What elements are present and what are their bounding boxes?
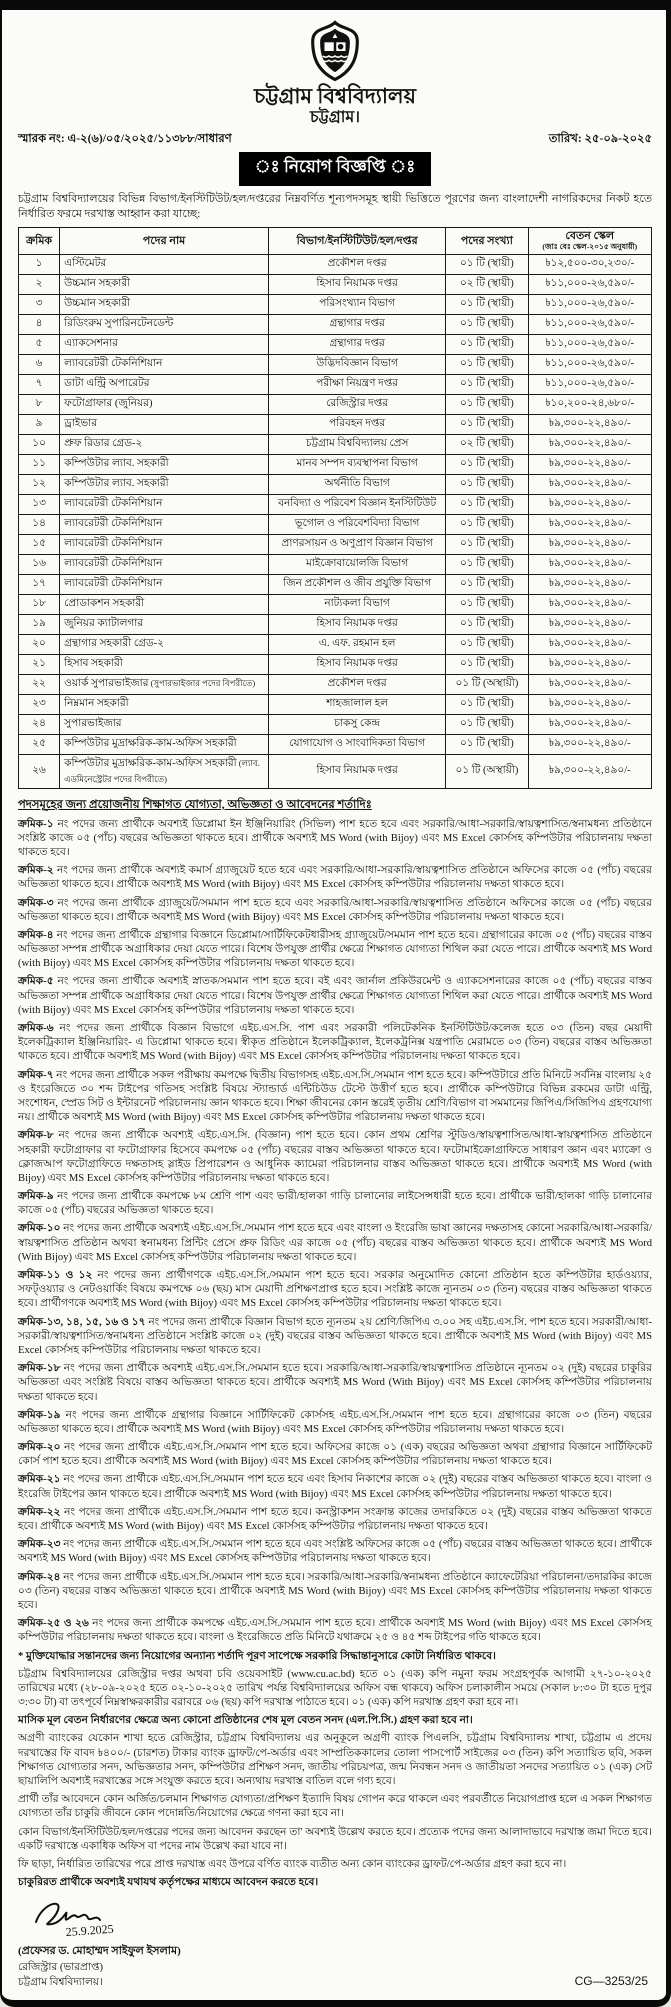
cell-department: প্রাণরসায়ন ও অণুপ্রাণ বিজ্ঞান বিভাগ: [269, 534, 446, 554]
requirement-item: ক্রমিক-৪ নং পদের জন্য প্রার্থীকে গ্রন্থাগার বিজ্ঞানে ডিপ্লোমা/সার্টিফিকেটধারীসহ গ্র্যাজুয়েট/সমমান পাশ হতে হবে। গ্রন্থাগারের কাজে ০৫ (পাঁচ) বছরের বাস্তব অভিজ্ঞতা সম্পন্ন প্রার্থীকে অগ্রাধিকার দেয়া যেতে পারে। বিশেষ উপযুক্ত প্রার্থীর ক্ষেত্রে শিক্ষাগত যোগ্যতা শিথিল করা যেতে পারে। প্রার্থীকে অবশ্যই MS Word (with Bijoy) এবং MS Excel কোর্সসহ কম্পিউটার পরিচালনায় দক্ষতা থাকতে হবে।: [18, 929, 652, 970]
cell-scale: ৳৯,৩০০-২২,৪৯০/-: [528, 634, 651, 654]
cell-position: [60, 314, 269, 334]
note-paragraph: * মুক্তিযোদ্ধার সন্তানদের জন্য নিয়োগের অন্যান্য শর্তাদি পূরণ সাপেক্ষে সরকারি সিদ্ধান্তানুসারে কোটা নির্ধারিত থাকবে।: [18, 1650, 496, 1662]
cell-serial: ৬: [19, 354, 60, 374]
cell-count: ০১ টি (স্থায়ী): [446, 294, 528, 314]
note-paragraph: চাকুরিরত প্রার্থীকে অবশ্যই যথাযথ কর্তৃপক্ষের মাধ্যমে আবেদন করতে হবে।: [18, 1877, 319, 1889]
position-name: ল্যাবরেটরী টেকনিশিয়ান: [64, 357, 163, 369]
table-row: [19, 554, 652, 574]
cell-department: হিসাব নিয়ামক দপ্তর: [269, 654, 446, 674]
university-name: চট্টগ্রাম বিশ্ববিদ্যালয়: [254, 84, 416, 108]
cell-position: [60, 674, 269, 694]
requirement-item: ক্রমিক-২২ নং পদের জন্য প্রার্থীকে এইচ.এস.সি./সমমান পাশ হতে হবে। কনস্ট্রাকশন সংক্রান্ত কাজের তদারকিতে ০২ (দুই) বছরের বাস্তব অভিজ্ঞতা থাকতে হবে। প্রার্থীকে অবশ্যই MS Word (with Bijoy) এবং MS Excel কোর্সসহ কম্পিউটার পরিচালনায় দক্ষতা থাকতে হবে।: [18, 1506, 652, 1533]
cell-position: [60, 254, 269, 274]
cell-serial: ১৪: [19, 514, 60, 534]
position-name: ওয়ার্ক সুপারভাইজার: [64, 677, 149, 689]
requirement-item: ক্রমিক-১৩, ১৪, ১৫, ১৬ ও ১৭ নং পদের জন্য প্রার্থীকে বিজ্ঞান বিভাগ হতে ন্যূনতম ২য় শ্রেণি/জিপিএ ৩.০০ সহ এইচ.এস.সি. পাশ হতে হবে। সরকারী/আধা-সরকারী/স্বায়ত্বশাসিত/স্বনামধন্য প্রতিষ্ঠানে সংশ্লিষ্ট কাজে ০২ (দুই) বছরের বাস্তব অভিজ্ঞতা থাকতে হবে। প্রার্থীকে অবশ্যই MS Word (with Bijoy) এবং MS Excel কোর্সসহ কম্পিউটার পরিচালনায় দক্ষতা থাকতে হবে।: [18, 1316, 652, 1356]
cell-serial: ২৬: [19, 754, 60, 788]
cell-department: জিন প্রকৌশল ও জীব প্রযুক্তি বিভাগ: [269, 574, 446, 594]
cell-department: হিসাব নিয়ামক দপ্তর: [269, 754, 446, 788]
position-name: এ্যাকসেশনার: [64, 337, 119, 349]
cell-serial: ১৬: [19, 554, 60, 574]
requirement-lead: ক্রমিক-২৫ ও ২৬: [18, 1618, 89, 1630]
position-name: উচ্চমান সহকারী: [64, 277, 131, 289]
position-name: সুপারভাইজার: [64, 717, 122, 729]
table-row: [19, 494, 652, 514]
position-name: ফটোগ্রাফার (জুনিয়র): [64, 397, 153, 409]
requirement-item: ক্রমিক-২০ নং পদের জন্য প্রার্থীকে এইচ.এস.সি./সমমান পাশ হতে হবে। অফিসের কাজে ০১ (এক) বছরের অভিজ্ঞতা অথবা গ্রন্থাগার বিজ্ঞানে সার্টিফিকেট কোর্স পাশ হতে হবে। প্রার্থীকে অবশ্যই MS Word (with Bijoy) এবং MS Excel কোর্সসহ কম্পিউটার পরিচালনায় দক্ষতা থাকতে হবে।: [18, 1442, 652, 1468]
cell-scale: ৳৯,৩০০-২২,৪৯০/-: [528, 694, 651, 714]
cell-count: ০১ টি (স্থায়ী): [446, 414, 528, 434]
requirement-lead: ক্রমিক-২৩: [18, 1539, 61, 1551]
cell-serial: ২০: [19, 634, 60, 654]
position-name: ল্যাবরেটরী টেকনিশিয়ান: [64, 577, 163, 589]
position-name: প্রোডাকশন সহকারী: [64, 597, 145, 609]
cell-position: [60, 574, 269, 594]
memo-date: তারিখ: ২৫-০৯-২০২৫: [548, 132, 652, 145]
cell-count: ০১ টি (স্থায়ী): [446, 474, 528, 494]
position-name: জুনিয়র ক্যাটালগার: [64, 617, 144, 629]
cell-department: পরিসংখ্যান বিভাগ: [269, 294, 446, 314]
col-position: পদের নাম: [60, 228, 269, 254]
cell-serial: ৮: [19, 394, 60, 414]
note-paragraph: চট্টগ্রাম বিশ্ববিদ্যালয়ের রেজিস্ট্রার দপ্তর অথবা চবি ওয়েবসাইট (www.cu.ac.bd) হতে ০১ (এক) কপি নমুনা ফরম সংগ্রহপূর্বক আগামী ২৭-১০-২০২৫ তারিখের মধ্যে (২৮-০৯-২০২৫ হতে ০২-১০-২০২৫ তারিখ পর্যন্ত বিশ্ববিদ্যালয়ের অফিস বন্ধ থাকবে) অফিস চলাকালীন সময়ে (সকাল ৮:৩০ টা হতে দুপুর ৩:৩০ টা) বা তৎপূর্বে নিম্নস্বাক্ষরকারীর বরাবরে ০৬ (ছয়) কপি দরখাস্ত পাঠাতে হবে। ০১ (এক) কপি দরখাস্ত গ্রহণ করা হবে না।: [18, 1668, 652, 1709]
requirements-list: [18, 818, 652, 1646]
requirement-item: ক্রমিক-৬ নং পদের জন্য প্রার্থীকে বিজ্ঞান বিভাগে এইচ.এস.সি. পাশ এবং সরকারী পলিটেকনিক ইনস্টিটিউট/কলেজ হতে ০৩ (তিন) বছর মেয়াদী ইলেকট্রিক্যাল ইঞ্জিনিয়ারিং- এ ডিপ্লোমা থাকতে হবে। স্বীকৃত প্রতিষ্ঠানে ইলেকট্রিক্যাল, ইলেকট্রনিক্স যন্ত্রপাতি মেরামতে ০৩ (তিন) বছরের বাস্তব অভিজ্ঞতা থাকতে হবে। প্রার্থীকে অবশ্যই MS Word (with Bijoy) এবং MS Excel কোর্সসহ কম্পিউটার পরিচালনায় দক্ষতা থাকতে হবে।: [18, 1023, 652, 1063]
cell-department: চাকসু কেন্দ্র: [269, 714, 446, 734]
cell-scale: ৳৯,৩০০-২২,৪৯০/-: [528, 714, 651, 734]
requirement-item: ক্রমিক-১৮ নং পদের জন্য প্রার্থীকে অবশ্যই এইচ.এস.সি./সমমান হতে হবে। সরকারি/আধা-সরকারি/স্বায়ত্বশাসিত প্রতিষ্ঠানে ন্যূনতম ০২ (দুই) বছরের চাকুরির অভিজ্ঞতা এবং সংশ্লিষ্ট বিষয়ে বাস্তব অভিজ্ঞতা থাকতে হবে। প্রার্থীকে অবশ্যই MS Word (With Bijoy) এবং MS Excel কোর্সসহ কম্পিউটার পরিচালনায় দক্ষতা থাকতে হবে।: [18, 1363, 652, 1403]
requirement-item: ক্রমিক-৯ নং পদের জন্য প্রার্থীকে কমপক্ষে ৮ম শ্রেণি পাশ এবং ভারী/হালকা গাড়ি চালানোর লাইসেন্সধারী হতে হবে। প্রার্থীকে ভারী/হালকা গাড়ি চালানোর কাজে ০৫ (পাঁচ) বছরের অভিজ্ঞতা থাকতে হবে।: [18, 1191, 652, 1217]
cell-serial: ২৩: [19, 694, 60, 714]
table-row: [19, 394, 652, 414]
cell-scale: ৳৯,৩০০-২২,৪৯০/-: [528, 654, 651, 674]
position-note: (সুপারভাইজার পদের বিপরীতে): [148, 677, 256, 688]
requirement-lead: ক্রমিক-৭: [18, 1069, 54, 1081]
requirement-item: ক্রমিক-১ নং পদের জন্য প্রার্থীকে অবশ্যই ডিপ্লোমা ইন ইঞ্জিনিয়ারিং (সিভিল) পাশ হতে হবে এবং সরকারি/আধা-সরকারি/স্বায়ত্বশাসিত/স্বনামধন্য প্রতিষ্ঠানে সংশ্লিষ্ট কাজে ০৫ (পাঁচ) বছরের অভিজ্ঞতা থাকতে হবে। প্রার্থীকে অবশ্যই MS Word (with Bijoy) এবং MS Excel কোর্সসহ কম্পিউটার পরিচালনায় দক্ষতা থাকতে হবে।: [18, 818, 652, 858]
position-name: ল্যাবরেটরী টেকনিশিয়ান: [64, 557, 163, 569]
cell-scale: ৳১১,০০০-২৬,৫৯০/-: [528, 334, 651, 354]
cell-position: [60, 634, 269, 654]
cell-count: ০১ টি (স্থায়ী): [446, 694, 528, 714]
position-name: ল্যাবরেটরী টেকনিশিয়ান: [64, 517, 163, 529]
cell-serial: ৪: [19, 314, 60, 334]
requirement-lead: ক্রমিক-৬: [18, 1023, 54, 1035]
position-name: প্রুফ রিডার গ্রেড-২: [64, 437, 143, 449]
cell-department: প্রকৌশল দপ্তর: [269, 254, 446, 274]
position-name: কম্পিউটার ল্যাব. সহকারী: [64, 457, 169, 469]
cell-position: [60, 374, 269, 394]
circular-title: ঃ নিয়োগ বিজ্ঞপ্তি ঃ: [239, 152, 432, 186]
cell-position: [60, 494, 269, 514]
cell-scale: ৳১১,০০০-২৬,৫৯০/-: [528, 354, 651, 374]
table-row: [19, 694, 652, 714]
cell-count: ০১ টি (স্থায়ী): [446, 734, 528, 754]
col-scale-label: বেতন স্কেল: [565, 230, 615, 243]
cell-serial: ১: [19, 254, 60, 274]
cell-count: ০১ টি (স্থায়ী): [446, 394, 528, 414]
note-paragraph: ফি ছাড়া, নির্ধারিত তারিখের পরে প্রাপ্ত দরখাস্ত এবং উপরে বর্ণিত ব্যাংক ব্যতীত অন্য কোন ব্যাংকের ড্রাফট/পে-অর্ডার গ্রহণ করা হবে না।: [18, 1858, 567, 1870]
cell-scale: ৳৯,৩০০-২২,৪৯০/-: [528, 514, 651, 534]
requirement-lead: ক্রমিক-৪: [18, 929, 54, 941]
pay-scale-note: (জাঃ বেঃ স্কেল-২০১৫ অনুযায়ী): [542, 241, 638, 251]
cell-serial: ১১: [19, 454, 60, 474]
cell-department: গ্রন্থাগার দপ্তর: [269, 334, 446, 354]
cell-serial: ৭: [19, 374, 60, 394]
requirement-lead: ক্রমিক-৩: [18, 897, 54, 909]
cell-position: [60, 274, 269, 294]
position-name: ল্যাবরেটরী টেকনিশিয়ান: [64, 497, 163, 509]
position-name: ল্যাবরেটরী টেকনিশিয়ান: [64, 537, 163, 549]
cell-count: ০১ টি (স্থায়ী): [446, 554, 528, 574]
cell-scale: ৳১১,০০০-২৬,৫৯০/-: [528, 314, 651, 334]
cell-scale: ৳৯,৩০০-২২,৪৯০/-: [528, 594, 651, 614]
table-row: [19, 294, 652, 314]
table-row: [19, 454, 652, 474]
cell-count: ০২ টি (স্থায়ী): [446, 274, 528, 294]
table-row: [19, 434, 652, 454]
positions-table-body: [19, 254, 652, 788]
table-row: [19, 674, 652, 694]
requirement-lead: ক্রমিক-১১ ও ১২: [18, 1270, 93, 1282]
position-name: ড্রাইভার: [64, 417, 97, 429]
cell-position: [60, 474, 269, 494]
cell-department: রেজিস্ট্রার দপ্তর: [269, 394, 446, 414]
table-row: [19, 534, 652, 554]
cell-count: ০১ টি (স্থায়ী): [446, 634, 528, 654]
cell-scale: ৳৯,৩০০-২২,৪৯০/-: [528, 574, 651, 594]
requirement-item: ক্রমিক-১০ নং পদের জন্য প্রার্থীকে অবশ্যই এইচ.এস.সি./সমমান পাশ হতে হবে এবং বাংলা ও ইংরেজি ভাষা জ্ঞানের দক্ষতাসহ কোনো সরকারি/আধা-সরকারি/স্বায়ত্বশাসিত প্রতিষ্ঠান অথবা স্বনামধন্য প্রিন্টিং প্রেসে প্রুফ রিডিং এর কাজে ০৫ (পাঁচ) বছরের বাস্তব অভিজ্ঞতা থাকতে হবে। প্রার্থীকে অবশ্যই MS Word (With Bijoy) এবং MS Excel কোর্সসহ কম্পিউটার পরিচালনায় দক্ষতা থাকতে হবে।: [18, 1223, 652, 1263]
cell-serial: ২: [19, 274, 60, 294]
requirement-lead: ক্রমিক-২১: [18, 1474, 61, 1486]
cell-position: [60, 614, 269, 634]
table-row: [19, 254, 652, 274]
cell-count: ০১ টি (অস্থায়ী): [446, 754, 528, 788]
table-row: [19, 514, 652, 534]
position-name: কম্পিউটার ল্যাব. সহকারী: [64, 477, 169, 489]
position-name: নিম্নমান সহকারী: [64, 697, 129, 709]
cell-department: পরীক্ষা নিয়ন্ত্রণ দপ্তর: [269, 374, 446, 394]
table-row: [19, 734, 652, 754]
col-serial: ক্রমিক: [19, 228, 60, 254]
cell-scale: ৳১২,৫০০-৩০,২৩০/-: [528, 254, 651, 274]
position-note: (ল্যাব. এডমিনেস্ট্রেটর পদের বিপরীতে): [64, 757, 260, 784]
cell-scale: ৳১১,০০০-২৬,৫৯০/-: [528, 294, 651, 314]
cell-department: যোগাযোগ ও সাংবাদিকতা বিভাগ: [269, 734, 446, 754]
document-header: [18, 20, 652, 128]
cell-count: ০১ টি (স্থায়ী): [446, 254, 528, 274]
note-paragraph: অগ্রণী ব্যাংকের যেকোন শাখা হতে রেজিস্ট্রার, চট্টগ্রাম বিশ্ববিদ্যালয় এর অনুকূলে অগ্রণী ব্যাংক পিএলসি, চট্টগ্রাম বিশ্ববিদ্যালয় শাখা, চট্টগ্রাম এ প্রদেয় দরখাস্তের ফি বাবদ ৳৪০০/- (চারশত) টাকার ব্যাংক ড্রাফট/পে-অর্ডার এবং সাম্প্রতিককালের তোলা পাসপোর্ট সাইজের ০৩ (তিন) কপি সত্যায়িত ছবি, সকল শিক্ষাগত যোগ্যতার সনদ, অভিজ্ঞতার সনদ, কম্পিউটার প্রশিক্ষণ সনদ, জাতীয় পরিচয়পত্র, জন্ম নিবন্ধন সনদ ও জাতীয়তা সনদের সত্যায়িত ০১ (এক) সেট ছায়ালিপি অবশ্যই দরখাস্তের সঙ্গে সংযুক্ত করতে হবে। অন্যথায় দরখাস্ত বাতিল বলে গণ্য হবে।: [18, 1733, 652, 1788]
cell-scale: ৳১১,০০০-২৬,৫৯০/-: [528, 374, 651, 394]
positions-table-head: [19, 228, 652, 254]
cell-scale: ৳৯,৩০০-২২,৪৯০/-: [528, 494, 651, 514]
position-name: কম্পিউটার মুদ্রাক্ষরিক-কাম-অফিস সহকারী: [64, 757, 237, 769]
cell-department: শাহজালাল হল: [269, 694, 446, 714]
cell-scale: ৳১০,২০০-২৪,৬৮০/-: [528, 394, 651, 414]
cell-position: [60, 714, 269, 734]
cell-position: [60, 514, 269, 534]
position-name: ডাটা এন্ট্রি অপারেটর: [64, 377, 150, 389]
cell-scale: ৳৯,৩০০-২২,৪৯০/-: [528, 734, 651, 754]
cell-position: [60, 334, 269, 354]
cell-scale: ৳৯,৩০০-২২,৪৯০/-: [528, 674, 651, 694]
table-row: [19, 274, 652, 294]
cell-department: চট্টগ্রাম বিশ্ববিদ্যালয় প্রেস: [269, 434, 446, 454]
requirement-item: ক্রমিক-৩ নং পদের জন্য প্রার্থীকে গ্র্যাজুয়েট/সমমান পাশ হতে হবে এবং সরকারি/আধা-সরকারি/স্বায়ত্বশাসিত প্রতিষ্ঠানে অফিসের কাজে ০৫ (পাঁচ) বছরের অভিজ্ঞতা থাকতে হবে। প্রার্থীকে অবশ্যই MS Word (with Bijoy) এবং MS Excel কোর্সসহ কম্পিউটার পরিচালনায় দক্ষতা থাকতে হবে।: [18, 897, 652, 923]
requirement-lead: ক্রমিক-১০: [18, 1223, 61, 1235]
positions-table: [18, 227, 652, 788]
memo-number: স্মারক নং: এ-২(৬)/০৫/২০২৫/১১৩৮৮/সাধারণ: [18, 132, 232, 145]
requirement-item: ক্রমিক-৫ নং পদের জন্য প্রার্থীকে অবশ্যই স্নাতক/সমমান পাশ হতে হবে। বই এবং জার্নাল প্রকিউরমেন্ট ও এ্যাকসেশনারের কাজে ০৫ (পাঁচ) বছরের বাস্তব অভিজ্ঞতা সম্পন্ন প্রার্থীকে অগ্রাধিকার দেয়া যেতে পারে। বিশেষ উপযুক্ত প্রার্থীর ক্ষেত্রে শিক্ষাগত যোগ্যতা শিথিল করা যেতে পারে। প্রার্থীকে অবশ্যই MS Word (with Bijoy) এবং MS Excel কোর্সসহ কম্পিউটার পরিচালনায় দক্ষতা থাকতে হবে।: [18, 976, 652, 1016]
position-name: হিসাব সহকারী: [64, 657, 123, 669]
cell-serial: ১৫: [19, 534, 60, 554]
requirement-lead: ক্রমিক-২০: [18, 1442, 61, 1454]
table-row: [19, 334, 652, 354]
cell-count: ০১ টি (স্থায়ী): [446, 654, 528, 674]
note-paragraph: প্রার্থী তাঁর আবেদনে কোন অর্জিত/চলমান শিক্ষাগত যোগ্যতা/প্রশিক্ষণ ইত্যাদি বিষয় গোপন করে থাকলে এবং পরবর্তীতে নিয়োগপ্রাপ্ত হলে এ সকল শিক্ষাগত যোগ্যতা তাঁর চাকুরি জীবনে কোন পদোন্নতি/নিয়োগের ক্ষেত্রে গণনা করা হবে না।: [18, 1794, 652, 1820]
requirement-item: ক্রমিক-২৪ নং পদের জন্য প্রার্থীকে এইচ.এস.সি./সমমান পাশ হতে হবে। সরকারি/আধা-সরকারি/স্বনামধন্য প্রতিষ্ঠানে ক্যাফেটেরিয়া পরিচালনা/তদারকির কাজে ০৩ (তিন) বছরের বাস্তব অভিজ্ঞতা থাকতে হবে। প্রার্থীকে অবশ্যই MS Word (with Bijoy) এবং MS Excel কোর্সসহ কম্পিউটার পরিচালনায় দক্ষতা থাকতে হবে।: [18, 1571, 652, 1611]
requirement-lead: ক্রমিক-৫: [18, 976, 54, 988]
cell-count: ০১ টি (স্থায়ী): [446, 454, 528, 474]
memo-row: [18, 130, 652, 149]
university-city: চট্টগ্রাম।: [310, 109, 360, 127]
requirement-lead: ক্রমিক-২: [18, 865, 54, 877]
table-row: [19, 374, 652, 394]
cell-position: [60, 694, 269, 714]
table-row: [19, 714, 652, 734]
cell-scale: ৳৯,৩০০-২২,৪৯০/-: [528, 474, 651, 494]
cell-count: ০১ টি (স্থায়ী): [446, 334, 528, 354]
requirement-item: ক্রমিক-২৫ ও ২৬ নং পদের জন্য প্রার্থীকে কমপক্ষে এইচ.এস.সি./সমমান পাশ হতে হবে। প্রার্থীকে অবশ্যই MS Word (with Bijoy) এবং MS Excel কোর্সসহ কম্পিউটার পরিচালনায় দক্ষতা থাকতে হবে। বাংলা ও ইংরেজিতে প্রতি মিনিটে যথাক্রমে ২৫ ও ৪৫ শব্দ টাইপের গতি থাকতে হবে।: [18, 1618, 652, 1644]
cell-serial: ১৮: [19, 594, 60, 614]
cell-serial: ২২: [19, 674, 60, 694]
intro-paragraph: চট্টগ্রাম বিশ্ববিদ্যালয়ের বিভিন্ন বিভাগ/ইনস্টিটিউট/হল/দপ্তরের নিম্নবর্ণিত শূন্যপদসমূহ স্থায়ী ভিত্তিতে পূরণের জন্য বাংলাদেশী নাগরিকদের নিকট হতে নির্ধারিত ফরমে দরখাস্ত আহ্বান করা যাচ্ছে:: [18, 192, 652, 220]
cell-scale: ৳১১,০০০-২৬,৫৯০/-: [528, 274, 651, 294]
cell-count: ০১ টি (স্থায়ী): [446, 614, 528, 634]
cell-count: ০১ টি (স্থায়ী): [446, 494, 528, 514]
cell-department: প্রকৌশল দপ্তর: [269, 674, 446, 694]
cell-position: [60, 594, 269, 614]
cell-serial: ৩: [19, 294, 60, 314]
requirement-item: ক্রমিক-২৩ নং পদের জন্য প্রার্থীকে এইচ.এস.সি./সমমান পাশ হতে হবে এবং সংশ্লিষ্ট অফিসের কাজে ০৫ (পাঁচ) বছরের বাস্তব অভিজ্ঞতা থাকতে হবে। প্রার্থীকে অবশ্যই MS Word (with Bijoy) এবং MS Excel কোর্সসহ কম্পিউটার পরিচালনায় দক্ষতা থাকতে হবে।: [18, 1539, 652, 1565]
cell-department: মানব সম্পদ ব্যবস্থাপনা বিভাগ: [269, 454, 446, 474]
table-row: [19, 474, 652, 494]
requirement-lead: ক্রমিক-১৮: [18, 1363, 61, 1375]
press-code: CG—3253/25: [574, 1973, 648, 1988]
cell-serial: ১০: [19, 434, 60, 454]
table-row: [19, 654, 652, 674]
title-wrap: [18, 152, 652, 186]
cell-position: [60, 734, 269, 754]
cell-position: [60, 354, 269, 374]
university-seal-logo: [304, 20, 366, 82]
cell-department: বনবিদ্যা ও পরিবেশ বিজ্ঞান ইনস্টিটিউট: [269, 494, 446, 514]
cell-count: ০১ টি (স্থায়ী): [446, 574, 528, 594]
requirement-lead: ক্রমিক-২৪: [18, 1571, 61, 1583]
requirement-lead: ক্রমিক-৯: [18, 1191, 54, 1203]
cell-serial: ২৫: [19, 734, 60, 754]
cell-serial: ৯: [19, 414, 60, 434]
requirement-lead: ক্রমিক-৮: [18, 1130, 54, 1142]
cell-position: [60, 414, 269, 434]
signature-date-text: 25.9.2025: [65, 1922, 115, 1940]
position-name: এস্টিমেটর: [64, 257, 107, 269]
cell-department: অর্থনীতি বিভাগ: [269, 474, 446, 494]
cell-department: উদ্ভিদবিজ্ঞান বিভাগ: [269, 354, 446, 374]
col-department: বিভাগ/ইনস্টিটিউট/হল/দপ্তর: [269, 228, 446, 254]
position-name: রিডিংরুম সুপারিনটেনডেন্ট: [64, 317, 174, 329]
cell-position: [60, 654, 269, 674]
cell-serial: ১৭: [19, 574, 60, 594]
table-row: [19, 754, 652, 788]
position-name: উচ্চমান সহকারী: [64, 297, 131, 309]
requirement-item: ক্রমিক-৭ নং পদের জন্য প্রার্থীকে সকল পরীক্ষায় কমপক্ষে দ্বিতীয় বিভাগসহ এইচ.এস.সি./সমমান পাশ হতে হবে। কম্পিউটারে প্রতি মিনিটে সর্বনিম্ন বাংলায় ২৫ ও ইংরেজিতে ৩০ শব্দ টাইপের গতিসহ সংশ্লিষ্ট বিষয়ে স্ট্যান্ডার্ড এন্টিচিউড টেস্টে উত্তীর্ণ হতে হবে। প্রার্থীকে কম্পিউটারে বিভিন্ন রকমের ডাটা এন্ট্রি, সংশোধন, স্প্রেড সিট ও ইন্টারনেট পরিচালনায় জ্ঞান থাকতে হবে। শিক্ষা জীবনের কোন স্তরেই তৃতীয় শ্রেণি/বিভাগ বা সমমানের জিপিএ/সিজিপিএ গ্রহণযোগ্য নয়। প্রার্থীকে অবশ্যই MS Word (with Bijoy) এবং MS Excel কোর্সসহ কম্পিউটার পরিচালনায় দক্ষতা থাকতে হবে।: [18, 1069, 652, 1124]
requirements-heading: পদসমূহের জন্য প্রয়োজনীয় শিক্ষাগত যোগ্যতা, অভিজ্ঞতা ও আবেদনের শর্তাদিঃ: [18, 798, 372, 811]
cell-position: [60, 294, 269, 314]
position-name: গ্রন্থাগার সহকারী গ্রেড-২: [64, 637, 165, 649]
cell-count: ০১ টি (স্থায়ী): [446, 514, 528, 534]
cell-position: [60, 434, 269, 454]
cell-scale: ৳৯,৩০০-২২,৪৯০/-: [528, 434, 651, 454]
table-row: [19, 634, 652, 654]
signatory-name: (প্রফেসর ড. মোহাম্মদ সাইফুল ইসলাম): [18, 1945, 181, 1958]
position-name: কম্পিউটার মুদ্রাক্ষরিক-কাম-অফিস সহকারী: [64, 737, 237, 749]
col-scale: [528, 228, 651, 254]
cell-serial: ২১: [19, 654, 60, 674]
cell-department: হিসাব নিয়ামক দপ্তর: [269, 274, 446, 294]
cell-count: ০১ টি (স্থায়ী): [446, 314, 528, 334]
cell-department: হিসাব নিয়ামক দপ্তর: [269, 614, 446, 634]
general-notes: [18, 1650, 652, 1891]
requirement-item: ক্রমিক-২ নং পদের জন্য প্রার্থীকে অবশ্যই কমার্স গ্র্যাজুয়েট হতে হবে এবং সরকারি/আধা-সরকারি/স্বায়ত্বশাসিত প্রতিষ্ঠানে অফিসের কাজে ০৫ (পাঁচ) বছরের অভিজ্ঞতা থাকতে হবে। প্রার্থীকে অবশ্যই MS Word (with Bijoy) এবং MS Excel কোর্সসহ কম্পিউটার পরিচালনায় দক্ষতা থাকতে হবে।: [18, 865, 652, 891]
signature-scribble: [28, 1896, 148, 1940]
cell-scale: ৳৯,৩০০-২২,৪৯০/-: [528, 454, 651, 474]
requirement-item: ক্রমিক-৮ নং পদের জন্য প্রার্থীকে অবশ্যই এইচ.এস.সি. (বিজ্ঞান) পাশ হতে হবে। কোন প্রথম শ্রেণির স্টুডিও/স্বায়ত্বশাসিত/আধা-স্বায়ত্বশাসিত প্রতিষ্ঠানে সহকারী ফটোগ্রাফার বা ফটোগ্রাফার হিসেবে কমপক্ষে ০৫ (পাঁচ) বছরের বাস্তব অভিজ্ঞতা থাকতে হবে। ফটোমাইক্রোগ্রাফিতে সাধারণ জ্ঞান এবং ম্যাক্রো ও ক্লোজআপ ফটোগ্রাফিতে দক্ষতাসহ স্লাইড প্রিপারেশন ও আধুনিক ক্যামেরা পরিচালনার বাস্তব অভিজ্ঞতা থাকতে হবে। প্রার্থীকে অবশ্যই MS Word (with Bijoy) এবং MS Excel কোর্সসহ কম্পিউটার পরিচালনায় দক্ষতা থাকতে হবে।: [18, 1130, 652, 1184]
cell-serial: ১২: [19, 474, 60, 494]
cell-count: ০১ টি (অস্থায়ী): [446, 674, 528, 694]
cell-department: এ. এফ. রহমান হল: [269, 634, 446, 654]
table-row: [19, 614, 652, 634]
cell-count: ০১ টি (স্থায়ী): [446, 534, 528, 554]
cell-count: ০১ টি (স্থায়ী): [446, 354, 528, 374]
cell-position: [60, 554, 269, 574]
table-row: [19, 354, 652, 374]
cell-count: ০১ টি (স্থায়ী): [446, 594, 528, 614]
requirement-item: ক্রমিক-১৯ নং পদের জন্য প্রার্থীকে গ্রন্থাগার বিজ্ঞানে সার্টিফিকেট কোর্সসহ এইচ.এস.সি./সমমান পাশ হতে হবে। গ্রন্থাগারের কাজে ০৩ (তিন) বছরের অভিজ্ঞতা থাকতে হবে। প্রার্থীকে অবশ্যই MS Word (with Bijoy) এবং MS Excel কোর্সসহ কম্পিউটার পরিচালনায় দক্ষতা থাকতে হবে।: [18, 1409, 652, 1435]
requirement-lead: ক্রমিক-২২: [18, 1506, 61, 1518]
cell-count: ০১ টি (স্থায়ী): [446, 374, 528, 394]
signature-block: [18, 1896, 652, 1989]
cell-serial: ২৪: [19, 714, 60, 734]
cell-serial: ৫: [19, 334, 60, 354]
table-row: [19, 414, 652, 434]
requirement-lead: ক্রমিক-১: [18, 818, 54, 830]
col-count: পদের সংখ্যা: [446, 228, 528, 254]
requirement-lead: ক্রমিক-১৩, ১৪, ১৫, ১৬ ও ১৭: [18, 1316, 146, 1328]
signatory-designation: রেজিস্ট্রার (ভারপ্রাপ্ত): [18, 1962, 103, 1974]
cell-position: [60, 534, 269, 554]
cell-scale: ৳৯,৩০০-২২,৪৯০/-: [528, 614, 651, 634]
note-paragraph: মাসিক মূল বেতন নির্ধারণের ক্ষেত্রে অন্য কোনো প্রতিষ্ঠানের শেষ মূল বেতন সনদ (এল.পি.সি.) গ্রহণ করা হবে না।: [18, 1715, 473, 1727]
cell-position: [60, 394, 269, 414]
cell-department: মাইক্রোবায়োলজি বিভাগ: [269, 554, 446, 574]
requirement-item: ক্রমিক-২১ নং পদের জন্য প্রার্থীকে এইচ.এস.সি./সমমান পাশ হতে হবে এবং হিসাব নিকাশের কাজে ০২ (দুই) বছরের বাস্তব অভিজ্ঞতা থাকতে হবে। বাংলা ও ইংরেজি টাইপের জ্ঞান থাকতে হবে। প্রার্থীকে অবশ্যই MS Word (with Bijoy) এবং MS Excel কোর্সসহ কম্পিউটার পরিচালনায় দক্ষতা থাকতে হবে।: [18, 1474, 652, 1500]
note-paragraph: কোন বিভাগ/ইনস্টিটিউট/হল/দপ্তরের পদের জন্য আবেদন করছেন তা' অবশ্যই উল্লেখ করতে হবে। প্রত্যেক পদের জন্য আলাদাভাবে দরখাস্ত জমা দিতে হবে। একটি দরখাস্তে একাধিক অফিস বা পদের নাম উল্লেখ করা যাবে না।: [18, 1826, 652, 1852]
cell-scale: ৳৯,৩০০-২২,৪৯০/-: [528, 754, 651, 788]
cell-position: [60, 454, 269, 474]
requirement-item: ক্রমিক-১১ ও ১২ নং পদের জন্য প্রার্থীগণকে এইচ.এস.সি./সমমান পাশ হতে হবে। সরকার অনুমোদিত কোনো প্রতিষ্ঠান হতে কম্পিউটার হার্ডওয়্যার, সফট্‌ওয়্যার ও নেটওয়ার্কিং বিষয়ে কমপক্ষে ০৬ (ছয়) মাস মেয়াদী প্রশিক্ষণপ্রাপ্ত হতে হবে। সংশ্লিষ্ট কাজে ন্যূনতম ০৩ (তিন) বছরের বাস্তব অভিজ্ঞতা থাকতে হবে। প্রার্থীগণকে অবশ্যই MS Word (with Bijoy) এবং MS Excel কোর্সসহ কম্পিউটার পরিচালনায় দক্ষতা থাকতে হবে।: [18, 1270, 652, 1310]
cell-count: ০২ টি (স্থায়ী): [446, 434, 528, 454]
cell-department: পরিবহন দপ্তর: [269, 414, 446, 434]
cell-serial: ১৩: [19, 494, 60, 514]
cell-scale: ৳৯,৩০০-২২,৪৯০/-: [528, 534, 651, 554]
cell-department: নাট্যকলা বিভাগ: [269, 594, 446, 614]
cell-scale: ৳৯,৩০০-২২,৪৯০/-: [528, 554, 651, 574]
requirement-lead: ক্রমিক-১৯: [18, 1409, 61, 1421]
cell-count: ০১ টি (স্থায়ী): [446, 714, 528, 734]
cell-position: [60, 754, 269, 788]
cell-department: ভূগোল ও পরিবেশবিদ্যা বিভাগ: [269, 514, 446, 534]
cell-serial: ১৯: [19, 614, 60, 634]
cell-scale: ৳৯,৩০০-২২,৪৯০/-: [528, 414, 651, 434]
signatory-organization: চট্টগ্রাম বিশ্ববিদ্যালয়।: [18, 1976, 103, 1988]
cell-department: গ্রন্থাগার দপ্তর: [269, 314, 446, 334]
table-row: [19, 574, 652, 594]
table-row: [19, 594, 652, 614]
table-row: [19, 314, 652, 334]
